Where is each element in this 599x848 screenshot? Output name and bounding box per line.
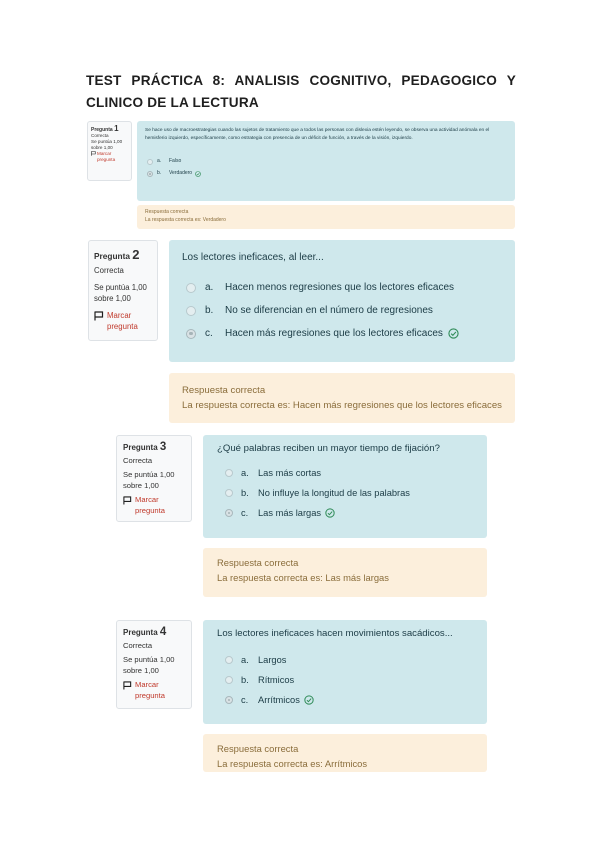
radio-icon[interactable] <box>225 676 233 684</box>
option-letter: c. <box>205 327 213 339</box>
question-number <box>123 627 185 639</box>
radio-icon[interactable] <box>186 306 196 316</box>
flag-question-link[interactable] <box>123 680 185 701</box>
check-circle-icon <box>304 695 314 705</box>
question-text: Los lectores ineficaces hacen movimientos sacádicos... <box>217 628 453 639</box>
feedback-status: Respuesta correcta <box>182 385 266 396</box>
question-info <box>88 240 158 341</box>
answer-option[interactable] <box>182 276 502 299</box>
option-text: Verdadero <box>169 170 193 177</box>
feedback-box <box>203 734 487 772</box>
question-number-value: 4 <box>159 626 167 638</box>
radio-icon[interactable] <box>147 171 153 177</box>
option-text: Falso <box>169 158 182 165</box>
flag-label: Marcar pregunta <box>135 495 165 515</box>
flag-question-link[interactable] <box>123 495 185 516</box>
question-text: ¿Qué palabras reciben un mayor tiempo de fijación? <box>217 443 440 454</box>
document-title: TEST PRÁCTICA 8: ANALISIS COGNITIVO, PEDAGOGICO Y CLINICO DE LA LECTURA <box>86 73 516 110</box>
answer-option[interactable] <box>217 483 473 503</box>
feedback-status: Respuesta correcta <box>217 557 299 568</box>
feedback-answer: La respuesta correcta es: Hacen más regresiones que los lectores eficaces <box>182 400 502 411</box>
feedback-box <box>137 205 515 229</box>
question-info <box>116 435 192 522</box>
question-info <box>116 620 192 709</box>
question-number-value: 3 <box>159 441 167 453</box>
option-text: Rítmicos <box>258 674 295 685</box>
answer-option[interactable] <box>145 168 507 180</box>
option-text: No influye la longitud de las palabras <box>258 487 410 498</box>
answer-option[interactable] <box>217 503 473 523</box>
answer-option[interactable] <box>217 690 473 710</box>
question-number-value: 2 <box>132 247 140 262</box>
question-label: Pregunta <box>123 443 158 452</box>
question-content <box>203 435 487 538</box>
option-text: Las más largas <box>258 507 322 518</box>
option-letter: b. <box>157 170 162 177</box>
feedback-answer: La respuesta correcta es: Verdadero <box>145 217 226 223</box>
option-text: Arrítmicos <box>258 694 300 705</box>
option-letter: a. <box>157 158 162 165</box>
feedback-answer: La respuesta correcta es: Las más largas <box>217 572 389 583</box>
option-text: Hacen más regresiones que los lectores eficaces <box>225 327 443 339</box>
flag-icon <box>94 311 104 321</box>
question-text: Se hace uso de macroestrategias cuando las sujetos de tratamiento que a todos las personas con dislexia estén leyendo, se observa una actividad anómala en el hemisferio izquierdo, específicamente, como estrategia con presencia de un déficit de función, a través de la visión, izquierdo. <box>145 128 490 141</box>
flag-label: Marcar pregunta <box>107 311 138 331</box>
question-label: Pregunta <box>123 628 158 637</box>
feedback-status: Respuesta correcta <box>145 209 189 215</box>
question-content <box>137 121 515 201</box>
question-state: Correcta <box>123 455 153 465</box>
question-state: Correcta <box>123 640 153 650</box>
check-circle-icon <box>448 328 459 339</box>
flag-label: Marcar pregunta <box>135 680 165 700</box>
question-number <box>91 126 128 133</box>
question-grade: Se puntúa 1,00 sobre 1,00 <box>123 470 175 490</box>
answer-option[interactable] <box>217 670 473 690</box>
question-label: Pregunta <box>94 251 130 261</box>
option-letter: b. <box>241 487 249 498</box>
feedback-answer: La respuesta correcta es: Arrítmicos <box>217 758 368 769</box>
option-letter: a. <box>241 654 249 665</box>
radio-icon[interactable] <box>186 283 196 293</box>
check-circle-icon <box>325 508 335 518</box>
question-number <box>123 442 185 454</box>
feedback-box <box>203 548 487 597</box>
flag-icon <box>123 681 132 690</box>
question-number-value: 1 <box>114 124 119 133</box>
answer-option[interactable] <box>145 156 507 168</box>
flag-icon <box>123 496 132 505</box>
option-letter: a. <box>241 467 249 478</box>
option-letter: c. <box>241 507 249 518</box>
question-grade: Se puntúa 1,00 sobre 1,00 <box>91 139 123 150</box>
option-text: Las más cortas <box>258 467 322 478</box>
question-label: Pregunta <box>91 127 113 133</box>
question-text: Los lectores ineficaces, al leer... <box>182 252 324 263</box>
option-text: Hacen menos regresiones que los lectores eficaces <box>225 281 455 293</box>
flag-question-link[interactable] <box>91 151 128 163</box>
answer-option[interactable] <box>217 650 473 670</box>
option-letter: b. <box>205 304 214 316</box>
flag-label: Marcar pregunta <box>97 151 116 162</box>
question-grade: Se puntúa 1,00 sobre 1,00 <box>123 655 175 675</box>
question-state: Correcta <box>91 133 109 138</box>
answer-option[interactable] <box>182 299 502 322</box>
flag-question-link[interactable] <box>94 310 152 332</box>
answer-option[interactable] <box>182 322 502 345</box>
radio-icon[interactable] <box>225 489 233 497</box>
question-state: Correcta <box>94 266 124 275</box>
flag-icon <box>91 151 96 156</box>
radio-icon[interactable] <box>147 159 153 165</box>
option-text: No se diferencian en el número de regresiones <box>225 304 433 316</box>
check-circle-icon <box>195 171 201 177</box>
radio-icon[interactable] <box>225 509 233 517</box>
feedback-status: Respuesta correcta <box>217 743 299 754</box>
radio-icon[interactable] <box>225 469 233 477</box>
option-text: Largos <box>258 654 287 665</box>
question-content <box>203 620 487 724</box>
option-letter: c. <box>241 694 249 705</box>
question-info <box>87 121 132 181</box>
option-letter: a. <box>205 281 214 293</box>
radio-icon[interactable] <box>186 329 196 339</box>
question-number <box>94 249 152 262</box>
question-content <box>169 240 515 362</box>
question-grade: Se puntúa 1,00 sobre 1,00 <box>94 283 147 303</box>
feedback-box <box>169 373 515 423</box>
radio-icon[interactable] <box>225 656 233 664</box>
answer-option[interactable] <box>217 463 473 483</box>
radio-icon[interactable] <box>225 696 233 704</box>
option-letter: b. <box>241 674 249 685</box>
